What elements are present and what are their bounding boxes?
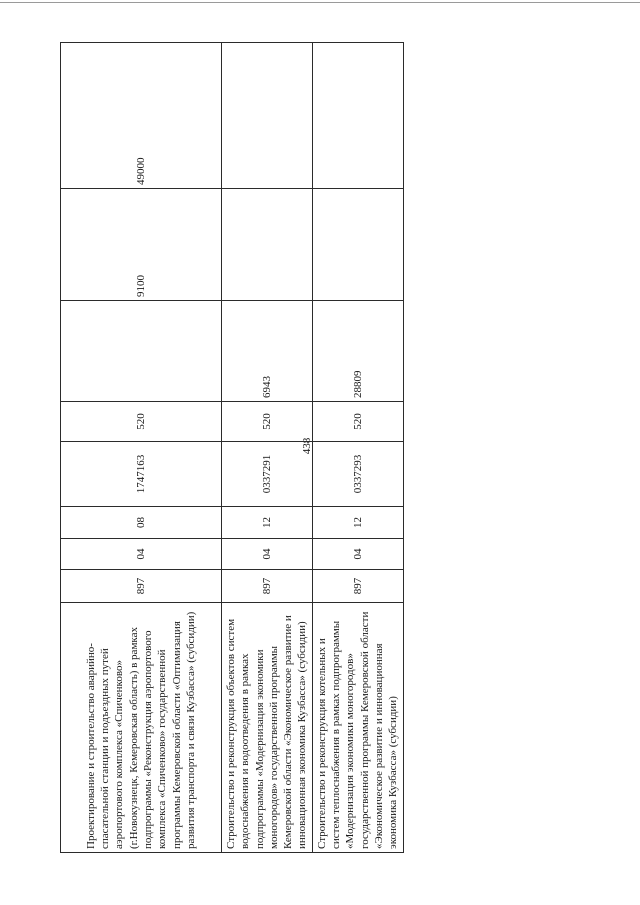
amount-a-cell: 6943 <box>222 301 313 402</box>
subsection-cell: 08 <box>61 507 222 539</box>
row-name-cell: Проектирование и строительство аварийно-спасательной станции и подъездных путей аэропортового комплекса «Спиченково» (г.Новокузнецк, Кемеровская область) в рамках подпрограммы «Реконструкция аэропортового комплекса «Спиченково» государственной программы Кемеровской области «Оптимизация развития транспорта и связи Кузбасса» (субсидии) <box>61 603 222 853</box>
amount-a-cell <box>61 301 222 402</box>
subsection-cell: 12 <box>222 507 313 539</box>
amount-b-cell <box>222 189 313 301</box>
ministry-code-cell: 897 <box>222 570 313 603</box>
subsection-cell: 12 <box>312 507 403 539</box>
ministry-code-cell: 897 <box>61 570 222 603</box>
expense-type-cell: 520 <box>222 402 313 442</box>
target-article-cell: 0337291 <box>222 442 313 507</box>
amount-c-cell: 49000 <box>61 43 222 189</box>
amount-c-cell <box>312 43 403 189</box>
row-name-cell: Строительство и реконструкция объектов систем водоснабжения и водоотведения в рамках подпрограммы «Модернизация экономики моногородов» государственной программы Кемеровской области «Экономическое развитие и инновационная экономика Кузбасса» (субсидии) <box>222 603 313 853</box>
section-cell: 04 <box>222 539 313 570</box>
expense-type-cell: 520 <box>312 402 403 442</box>
target-article-cell: 1747163 <box>61 442 222 507</box>
ministry-code-cell: 897 <box>312 570 403 603</box>
expense-type-cell: 520 <box>61 402 222 442</box>
row-name-cell: Строительство и реконструкция котельных и систем теплоснабжения в рамках подпрограммы «Модернизация экономики моногородов» государственной программы Кемеровской области «Экономическое развитие и инновационная экономика Кузбасса» (субсидии) <box>312 603 403 853</box>
amount-a-cell: 28809 <box>312 301 403 402</box>
budget-table-rotated <box>60 43 400 853</box>
amount-c-cell <box>222 43 313 189</box>
section-cell: 04 <box>312 539 403 570</box>
table-row <box>312 43 403 853</box>
table-row <box>222 43 313 853</box>
budget-table <box>60 42 404 853</box>
scan-edge-line <box>0 2 640 3</box>
table-row <box>61 43 222 853</box>
amount-b-cell <box>312 189 403 301</box>
page-number: 438 <box>301 437 313 455</box>
amount-b-cell: 9100 <box>61 189 222 301</box>
target-article-cell: 0337293 <box>312 442 403 507</box>
section-cell: 04 <box>61 539 222 570</box>
